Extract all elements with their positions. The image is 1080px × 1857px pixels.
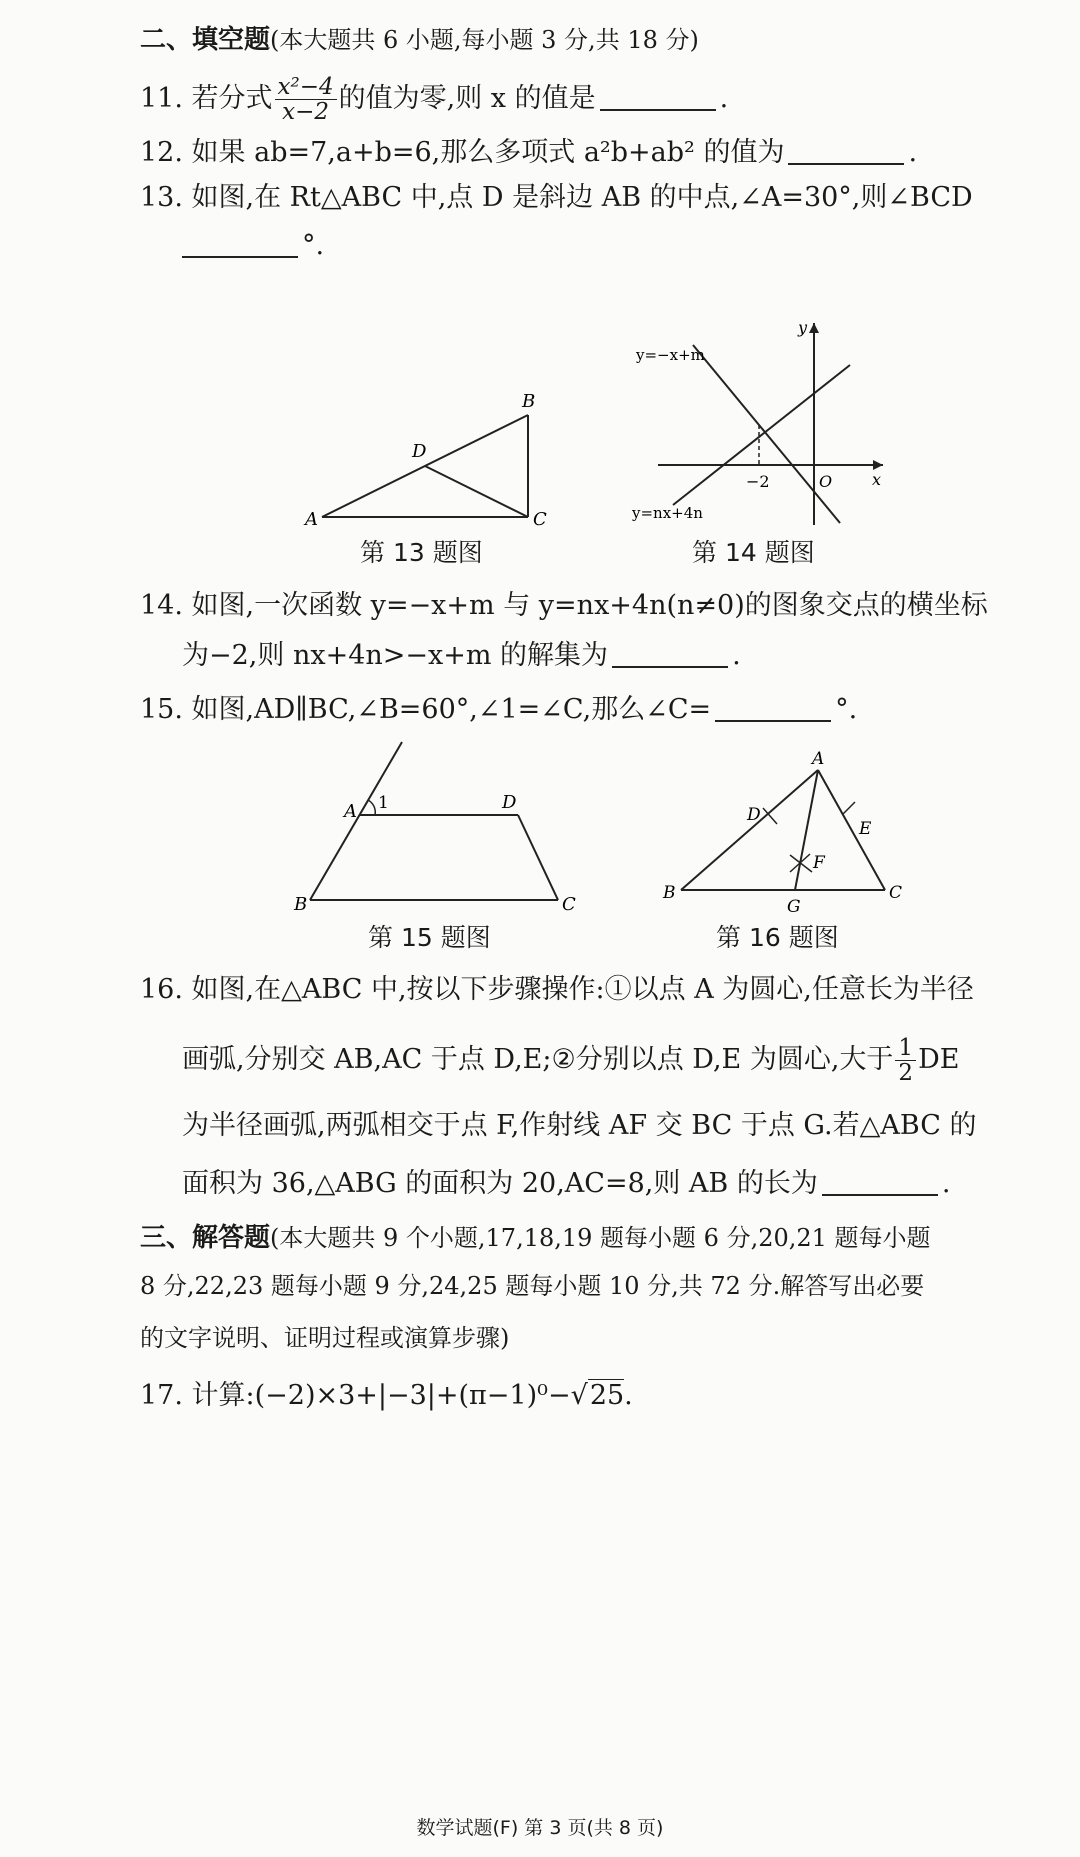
figure-15 bbox=[290, 740, 590, 915]
question-17 bbox=[140, 1376, 633, 1416]
fig14-label-line1: y=−x+m bbox=[636, 346, 705, 364]
fig14-x-arrow-icon bbox=[873, 460, 883, 470]
q16-frac-num: 1 bbox=[895, 1036, 916, 1061]
q12-answer-blank[interactable] bbox=[788, 133, 904, 165]
section2-note: (本大题共 6 小题,每小题 3 分,共 18 分) bbox=[270, 26, 699, 54]
q17-sqrt-icon: √ bbox=[570, 1380, 588, 1411]
q11-pre: 11. 若分式 bbox=[140, 83, 273, 114]
fig15-label-c: C bbox=[562, 894, 576, 915]
q14-line1: 14. 如图,一次函数 y=−x+m 与 y=nx+4n(n≠0)的图象交点的横坐标 bbox=[140, 590, 988, 621]
fig13-caption: 第 13 题图 bbox=[360, 538, 483, 567]
fig16-arc-mark-e bbox=[843, 802, 855, 814]
fig15-caption: 第 15 题图 bbox=[368, 923, 491, 952]
fig14-origin-label: O bbox=[819, 472, 833, 491]
section3-title: 三、解答题 bbox=[140, 1223, 271, 1253]
q13-answer-blank[interactable] bbox=[182, 226, 298, 258]
question-14-cont bbox=[182, 636, 741, 676]
q12-end: . bbox=[908, 137, 918, 168]
question-11 bbox=[140, 75, 728, 124]
section3-line1: (本大题共 9 个小题,17,18,19 题每小题 6 分,20,21 题每小题 bbox=[270, 1224, 931, 1252]
q17-end: . bbox=[624, 1380, 633, 1411]
fig16-label-e: E bbox=[859, 819, 872, 839]
fig14-label-line2: y=nx+4n bbox=[632, 504, 703, 522]
fig13-label-b: B bbox=[522, 391, 536, 412]
question-13-cont bbox=[182, 226, 324, 266]
q13-line1: 13. 如图,在 Rt△ABC 中,点 D 是斜边 AB 的中点,∠A=30°,则∠BCD bbox=[140, 182, 973, 213]
q11-end: . bbox=[719, 83, 729, 114]
section3-heading bbox=[140, 1218, 931, 1258]
fig13-label-d: D bbox=[412, 441, 427, 462]
fig14-line-negx-m bbox=[693, 345, 840, 523]
q16-line1: 16. 如图,在△ABC 中,按以下步骤操作:①以点 A 为圆心,任意长为半径 bbox=[140, 974, 974, 1005]
q11-answer-blank[interactable] bbox=[600, 79, 716, 111]
question-16 bbox=[140, 970, 974, 1010]
section2-heading bbox=[140, 20, 699, 60]
fig15-angle-arc bbox=[368, 800, 375, 815]
q16-line3: 为半径画弧,两弧相交于点 F,作射线 AF 交 BC 于点 G.若△ABC 的 bbox=[182, 1110, 977, 1141]
fig16-label-a: A bbox=[812, 750, 825, 769]
q15-text: 15. 如图,AD∥BC,∠B=60°,∠1=∠C,那么∠C= bbox=[140, 694, 712, 725]
q16-end: . bbox=[941, 1168, 951, 1199]
q14-line2: 为−2,则 nx+4n>−x+m 的解集为 bbox=[182, 640, 609, 671]
fig16-label-g: G bbox=[787, 897, 801, 915]
q11-post: 的值为零,则 x 的值是 bbox=[338, 83, 596, 114]
fig13-label-c: C bbox=[533, 509, 547, 530]
section3-line2: 8 分,22,23 题每小题 9 分,24,25 题每小题 10 分,共 72 分.解答写出必要 bbox=[140, 1272, 925, 1300]
fig14-y-arrow-icon bbox=[809, 323, 819, 333]
q16-line4: 面积为 36,△ABG 的面积为 20,AC=8,则 AB 的长为 bbox=[182, 1168, 818, 1199]
fig16-caption: 第 16 题图 bbox=[716, 923, 839, 952]
page-footer: 数学试题(F) 第 3 页(共 8 页) bbox=[416, 1817, 664, 1839]
fig16-label-b: B bbox=[663, 883, 676, 903]
question-14 bbox=[140, 586, 988, 626]
fig13-segment-cd bbox=[425, 466, 528, 517]
q16-frac-den: 2 bbox=[898, 1060, 914, 1086]
q16-fraction bbox=[895, 1036, 916, 1085]
fig15-label-b: B bbox=[294, 894, 308, 915]
section2-title: 二、填空题 bbox=[140, 25, 271, 55]
question-12 bbox=[140, 133, 917, 173]
question-16-line3 bbox=[182, 1106, 976, 1146]
q15-answer-blank[interactable] bbox=[715, 690, 831, 722]
fig14-tick-label: −2 bbox=[746, 472, 770, 491]
fig15-label-d: D bbox=[502, 792, 517, 813]
q11-denominator: x−2 bbox=[282, 99, 330, 125]
q17-radicand: 25 bbox=[589, 1380, 625, 1411]
q16-line2-pre: 画弧,分别交 AB,AC 于点 D,E;②分别以点 D,E 为圆心,大于 bbox=[182, 1044, 894, 1075]
section3-line3: 的文字说明、证明过程或演算步骤) bbox=[140, 1324, 510, 1352]
q15-end: °. bbox=[835, 694, 858, 725]
figure-13 bbox=[300, 385, 570, 535]
q14-end: . bbox=[732, 640, 741, 671]
fig13-label-a: A bbox=[305, 509, 318, 530]
fig16-label-d: D bbox=[747, 805, 761, 825]
q11-numerator: x²−4 bbox=[275, 75, 337, 100]
fig16-label-c: C bbox=[889, 883, 903, 903]
question-15 bbox=[140, 690, 857, 730]
fig14-x-label: x bbox=[872, 470, 882, 489]
fig16-label-f: F bbox=[813, 853, 825, 873]
fig16-side-ac bbox=[818, 770, 885, 890]
fig15-label-1: 1 bbox=[378, 793, 389, 813]
fig15-label-a: A bbox=[344, 801, 357, 822]
fig14-y-label: y bbox=[798, 318, 808, 337]
question-13 bbox=[140, 178, 973, 218]
figure-14 bbox=[628, 315, 898, 530]
q16-answer-blank[interactable] bbox=[822, 1164, 938, 1196]
q16-line2-post: DE bbox=[918, 1044, 960, 1075]
q13-end: °. bbox=[302, 230, 325, 261]
q14-answer-blank[interactable] bbox=[612, 636, 728, 668]
fig14-caption: 第 14 题图 bbox=[692, 538, 815, 567]
fig15-side-dc bbox=[518, 815, 558, 900]
question-16-line2 bbox=[182, 1036, 959, 1085]
q17-pre: 17. 计算:(−2)×3+|−3|+(π−1)⁰− bbox=[140, 1380, 571, 1411]
q12-text: 12. 如果 ab=7,a+b=6,那么多项式 a²b+ab² 的值为 bbox=[140, 137, 785, 168]
figure-16 bbox=[655, 750, 915, 915]
q11-fraction bbox=[275, 75, 337, 124]
question-16-line4 bbox=[182, 1164, 950, 1204]
